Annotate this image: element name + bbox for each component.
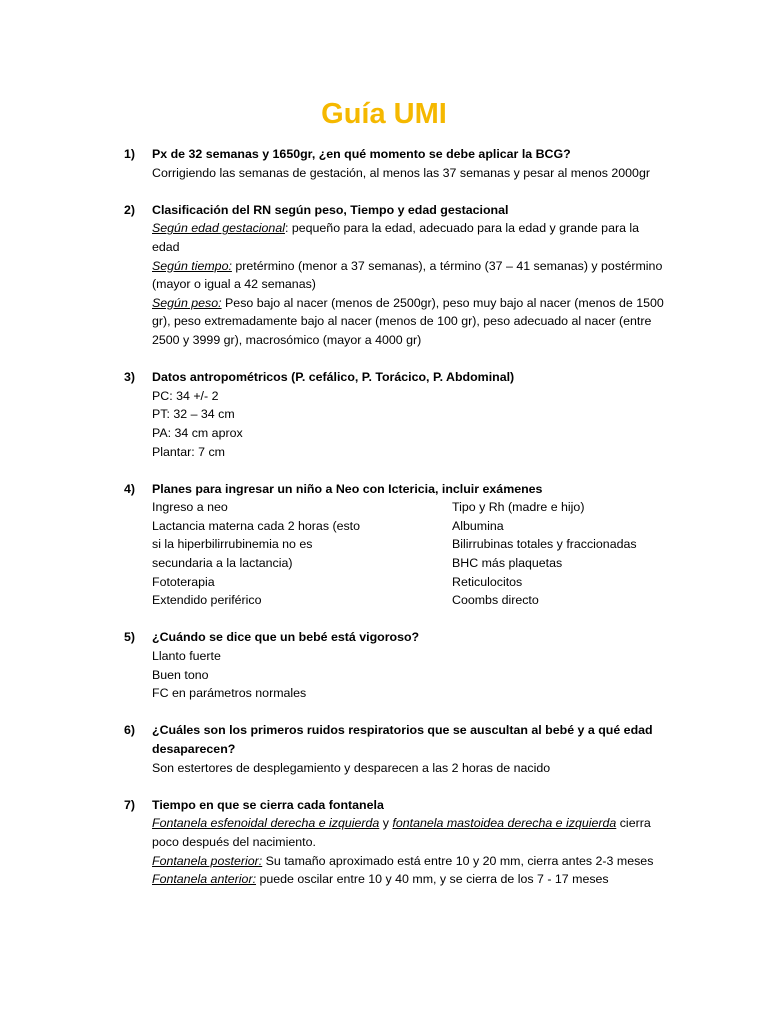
answer-tiempo xyxy=(152,257,664,294)
question-number: 6) xyxy=(124,723,136,738)
label-posterior: Fontanela posterior: xyxy=(152,853,263,868)
list-item: Extendido periférico xyxy=(152,593,262,608)
list-item: Tipo y Rh (madre e hijo) xyxy=(452,500,585,515)
list-item: si la hiperbilirrubinemia no es xyxy=(152,537,313,552)
question-5 xyxy=(124,628,664,702)
exams-column xyxy=(452,498,664,610)
answer-line: Llanto fuerte xyxy=(152,649,221,664)
question-1 xyxy=(124,145,664,182)
list-item: BHC más plaquetas xyxy=(452,556,563,571)
question-number: 4) xyxy=(124,481,136,496)
label-tiempo: Según tiempo: xyxy=(152,258,232,273)
two-column-list xyxy=(152,498,664,610)
question-3 xyxy=(124,368,664,461)
answer-line: Plantar: 7 cm xyxy=(152,444,225,459)
answer-anterior xyxy=(152,870,664,889)
text-mastoidea: cierra poco después del nacimiento. xyxy=(152,816,651,849)
label-edad: Según edad gestacional xyxy=(152,221,285,236)
list-item: Bilirrubinas totales y fraccionadas xyxy=(452,537,637,552)
answer-text: Son estertores de desplegamiento y desparecen a las 2 horas de nacido xyxy=(152,760,551,775)
question-number: 1) xyxy=(124,147,136,161)
question-number: 2) xyxy=(124,202,136,217)
question-text: Tiempo en que se cierra cada fontanela xyxy=(152,797,384,812)
plans-column xyxy=(152,498,452,610)
label-anterior: Fontanela anterior: xyxy=(152,872,257,887)
question-text: ¿Cuáles son los primeros ruidos respiratorios que se auscultan al bebé y a qué edad desaparecen? xyxy=(152,723,653,756)
answer-posterior xyxy=(152,852,664,871)
answer-esfenoidal-mastoidea xyxy=(152,814,664,851)
list-item: Lactancia materna cada 2 horas (esto xyxy=(152,518,361,533)
question-text: Datos antropométricos (P. cefálico, P. Torácico, P. Abdominal) xyxy=(152,370,515,385)
list-item: Albumina xyxy=(452,518,504,533)
page-title: Guía UMI xyxy=(321,98,447,130)
question-number: 5) xyxy=(124,630,136,645)
answer-line: PT: 32 – 34 cm xyxy=(152,407,235,422)
question-2 xyxy=(124,201,664,350)
label-esfenoidal: Fontanela esfenoidal derecha e izquierda xyxy=(152,816,380,831)
label-mastoidea: fontanela mastoidea derecha e izquierda xyxy=(392,816,617,831)
answer-line: Buen tono xyxy=(152,667,209,682)
question-number: 7) xyxy=(124,797,136,812)
list-item: secundaria a la lactancia) xyxy=(152,556,293,571)
question-number: 3) xyxy=(124,370,136,385)
text-peso: Peso bajo al nacer (menos de 2500gr), peso muy bajo al nacer (menos de 1500 gr), peso extremadamente bajo al nacer (menos de 100 gr), peso adecuado al nacer (entre 2500 y 3999 gr), macrosómico (mayor a 4000 gr) xyxy=(152,295,664,347)
text-posterior: Su tamaño aproximado está entre 10 y 20 mm, cierra antes 2-3 meses xyxy=(262,853,654,868)
question-list xyxy=(124,145,664,907)
text-anterior: puede oscilar entre 10 y 40 mm, y se cierra de los 7 - 17 meses xyxy=(256,872,609,887)
answer-line: FC en parámetros normales xyxy=(152,686,307,701)
list-item: Coombs directo xyxy=(452,593,539,608)
question-text: Px de 32 semanas y 1650gr, ¿en qué momento se debe aplicar la BCG? xyxy=(152,147,571,161)
label-peso: Según peso: xyxy=(152,295,222,310)
list-item: Reticulocitos xyxy=(452,574,523,589)
answer-line: PA: 34 cm aprox xyxy=(152,425,243,440)
text-tiempo: pretérmino (menor a 37 semanas), a término (37 – 41 semanas) y postérmino (mayor o igual a 42 semanas) xyxy=(152,258,663,292)
answer-edad xyxy=(152,219,664,256)
list-item: Fototerapia xyxy=(152,574,215,589)
answer-peso xyxy=(152,294,664,350)
question-text: Planes para ingresar un niño a Neo con Ictericia, incluir exámenes xyxy=(152,481,543,496)
question-text: ¿Cuándo se dice que un bebé está vigoroso? xyxy=(152,630,420,645)
conjunction: y xyxy=(379,816,393,831)
answer-line: PC: 34 +/- 2 xyxy=(152,388,219,403)
question-6 xyxy=(124,721,664,777)
answer-text: Corrigiendo las semanas de gestación, al menos las 37 semanas y pesar al menos 2000gr xyxy=(152,165,650,180)
question-7 xyxy=(124,796,664,889)
list-item: Ingreso a neo xyxy=(152,500,228,515)
question-text: Clasificación del RN según peso, Tiempo y edad gestacional xyxy=(152,202,509,217)
question-4 xyxy=(124,480,664,610)
text-edad: : pequeño para la edad, adecuado para la edad y grande para la edad xyxy=(152,221,640,254)
